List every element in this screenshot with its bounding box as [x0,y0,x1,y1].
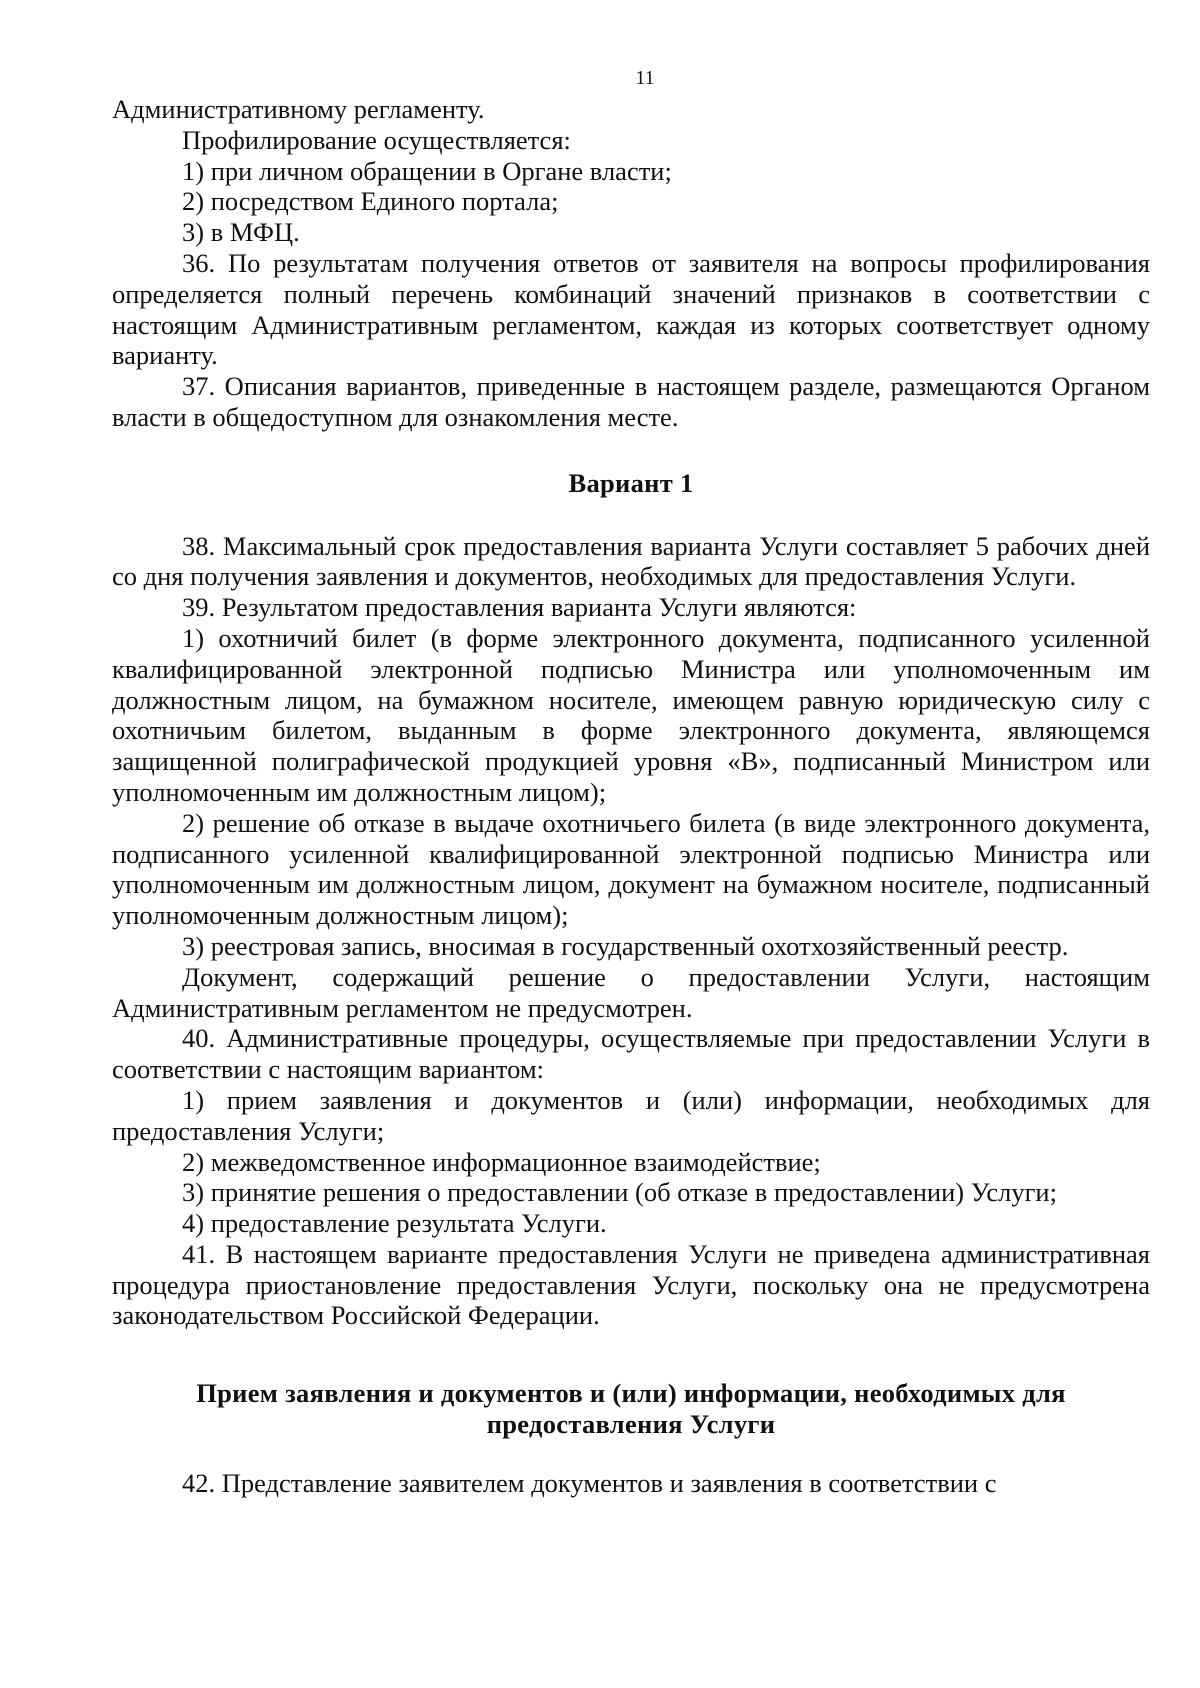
paragraph: Административному регламенту. [112,94,485,124]
list-item: 3) в МФЦ. [182,217,300,248]
list-item: 2) посредством Единого портала; [182,186,559,217]
list-item: 4) предоставление результата Услуги. [182,1208,607,1239]
paragraph: Документ, содержащий решение о предоставлении Услуги, настоящим Административным регламентом не предусмотрен. [112,961,1150,1023]
paragraph: Профилирование осуществляется: [182,124,571,155]
paragraph-42: 42. Представление заявителем документов и заявления в соответствии с [182,1468,997,1499]
paragraph-39: 39. Результатом предоставления варианта Услуги являются: [182,592,857,623]
list-item: 1) прием заявления и документов и (или) информации, необходимых для предоставления Услуги; [112,1084,1150,1146]
list-item: 3) реестровая запись, вносимая в государственный охотхозяйственный реестр. [182,930,1069,961]
paragraph-38: 38. Максимальный срок предоставления варианта Услуги составляет 5 рабочих дней со дня получения заявления и документов, необходимых для предоставления Услуги. [112,530,1150,592]
list-item: 3) принятие решения о предоставлении (об отказе в предоставлении) Услуги; [182,1177,1057,1208]
page-number: 11 [635,67,655,89]
paragraph-40: 40. Административные процедуры, осуществляемые при предоставлении Услуги в соответствии с настоящим вариантом: [112,1023,1150,1085]
section-heading-reception: Прием заявления и документов и (или) информации, необходимых для предоставления Услуги [196,1378,1066,1440]
list-item: 1) охотничий билет (в форме электронного документа, подписанного усиленной квалифицированной электронной подписью Министра или уполномоченным им должностным лицом, на бумажном носителе, имеющем равную юридическую силу с охотничьим билетом, выданным в форме электронного документа, являющемся защищенной полиграфической продукцией уровня «В», подписанный Министром или уполномоченным им должностным лицом); [112,622,1150,807]
list-item: 2) межведомственное информационное взаимодействие; [182,1146,821,1177]
paragraph-36: 36. По результатам получения ответов от заявителя на вопросы профилирования определяется полный перечень комбинаций значений признаков в соответствии с настоящим Административным регламентом, каждая из которых соответствует одному варианту. [112,247,1150,371]
document-body [112,94,1150,1499]
paragraph-41: 41. В настоящем варианте предоставления Услуги не приведена административная процедура приостановление предоставления Услуги, поскольку она не предусмотрена законодательством Российской Федерации. [112,1238,1150,1331]
list-item: 1) при личном обращении в Органе власти; [182,155,672,186]
paragraph-37: 37. Описания вариантов, приведенные в настоящем разделе, размещаются Органом власти в общедоступном для ознакомления месте. [112,371,1150,432]
list-item: 2) решение об отказе в выдаче охотничьего билета (в виде электронного документа, подписанного усиленной квалифицированной электронной подписью Министра или уполномоченным им должностным лицом, документ на бумажном носителе, подписанный уполномоченным должностным лицом); [112,807,1150,931]
section-heading-variant-1: Вариант 1 [568,467,694,498]
